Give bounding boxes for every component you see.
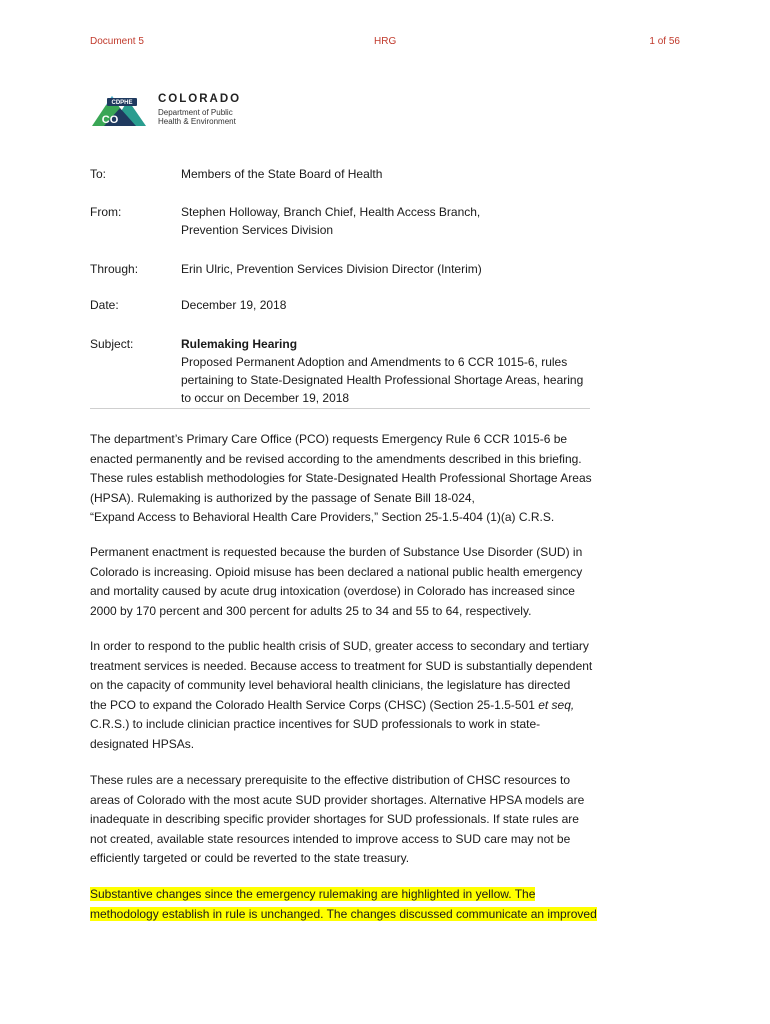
p1-line: “Expand Access to Behavioral Health Care Providers,” Section 25-1.5-404 (1)(a) C.R.S. xyxy=(90,510,555,524)
logo-dept-line1: Department of Public xyxy=(158,108,233,117)
svg-text:CO: CO xyxy=(101,114,119,126)
memo-divider xyxy=(90,408,590,409)
memo-date-value: December 19, 2018 xyxy=(181,298,287,312)
memo-subject-line2: pertaining to State-Designated Health Professional Shortage Areas, hearing xyxy=(181,373,584,387)
p2-line: Colorado is increasing. Opioid misuse has been declared a national public health emergency xyxy=(90,564,583,579)
memo-subject-line3: to occur on December 19, 2018 xyxy=(181,391,350,405)
p1-line: (HPSA). Rulemaking is authorized by the passage of Senate Bill 18-024, xyxy=(90,490,475,505)
p3-line: treatment services is needed. Because access to treatment for SUD is substantially dependent xyxy=(90,658,593,673)
body-paragraph-2 xyxy=(90,543,682,621)
memo-subject-title: Rulemaking Hearing xyxy=(181,337,298,351)
svg-text:CDPHE: CDPHE xyxy=(111,100,133,107)
logo-dept-line2: Health & Environment xyxy=(158,117,236,126)
p4-line: These rules are a necessary prerequisite to the effective distribution of CHSC resources to xyxy=(90,773,571,787)
memo-from-line1: Stephen Holloway, Branch Chief, Health Access Branch, xyxy=(181,205,481,219)
p3-line: In order to respond to the public health crisis of SUD, greater access to secondary and tertiary xyxy=(90,639,589,653)
memo-from-value xyxy=(181,203,671,239)
p4-line: not created, available state resources intended to improve access to SUD care may not be xyxy=(90,831,571,846)
cdphe-logo xyxy=(90,90,260,130)
logo-colorado: COLORADO xyxy=(158,93,242,105)
p1-line: These rules establish methodologies for State-Designated Health Professional Shortage Areas xyxy=(90,471,592,485)
body-paragraph-1 xyxy=(90,430,682,528)
highlighted-text: Substantive changes since the emergency rulemaking are highlighted in yellow. The xyxy=(90,887,536,901)
memo-from-label: From: xyxy=(90,205,122,219)
body-paragraph-3 xyxy=(90,637,682,754)
memo-through-value: Erin Ulric, Prevention Services Division Director (Interim) xyxy=(181,262,482,276)
p4-line: efficiently targeted or could be reverted to the state treasury. xyxy=(90,851,410,865)
memo-date-label: Date: xyxy=(90,298,119,312)
highlighted-text: methodology establish in rule is unchanged. The changes discussed communicate an improved xyxy=(90,906,597,921)
p1-line: The department’s Primary Care Office (PCO) requests Emergency Rule 6 CCR 1015-6 be xyxy=(90,432,568,446)
p3-line: C.R.S.) to include clinician practice incentives for SUD professionals to work in state- xyxy=(90,717,541,731)
p2-line: and mortality caused by acute drug intoxication (overdose) in Colorado has increased since xyxy=(90,584,575,598)
body-paragraph-5-highlighted xyxy=(90,885,682,924)
p4-line: areas of Colorado with the most acute SUD provider shortages. Alternative HPSA models are xyxy=(90,792,585,807)
memo-to-label: To: xyxy=(90,167,107,181)
header-code: HRG xyxy=(374,36,397,47)
header-document-label: Document 5 xyxy=(90,36,144,47)
p3-line xyxy=(90,696,682,716)
p3-line: on the capacity of community level behavioral health clinicians, the legislature has directed xyxy=(90,678,571,692)
p4-line: inadequate in describing specific provider shortages for SUD professionals. If state rules are xyxy=(90,812,579,826)
memo-through-label: Through: xyxy=(90,262,139,276)
p2-line: 2000 by 170 percent and 300 percent for adults 25 to 34 and 55 to 64, respectively. xyxy=(90,603,532,618)
p3-line4-text: the PCO to expand the Colorado Health Service Corps (CHSC) (Section 25-1.5-501 xyxy=(90,697,539,712)
header-page-number: 1 of 56 xyxy=(649,36,680,47)
memo-subject-label: Subject: xyxy=(90,337,134,351)
body-paragraph-4 xyxy=(90,771,682,869)
p1-line: enacted permanently and be revised according to the amendments described in this briefing. xyxy=(90,451,582,466)
memo-subject-line1: Proposed Permanent Adoption and Amendments to 6 CCR 1015-6, rules xyxy=(181,355,568,369)
cdphe-mountain-icon xyxy=(90,90,152,130)
p3-line: designated HPSAs. xyxy=(90,736,195,751)
p3-line4-italic: et seq, xyxy=(538,697,575,712)
memo-subject-value xyxy=(181,335,671,407)
memo-from-line2: Prevention Services Division xyxy=(181,223,334,237)
memo-to-value: Members of the State Board of Health xyxy=(181,167,383,181)
p2-line: Permanent enactment is requested because the burden of Substance Use Disorder (SUD) in xyxy=(90,545,583,559)
